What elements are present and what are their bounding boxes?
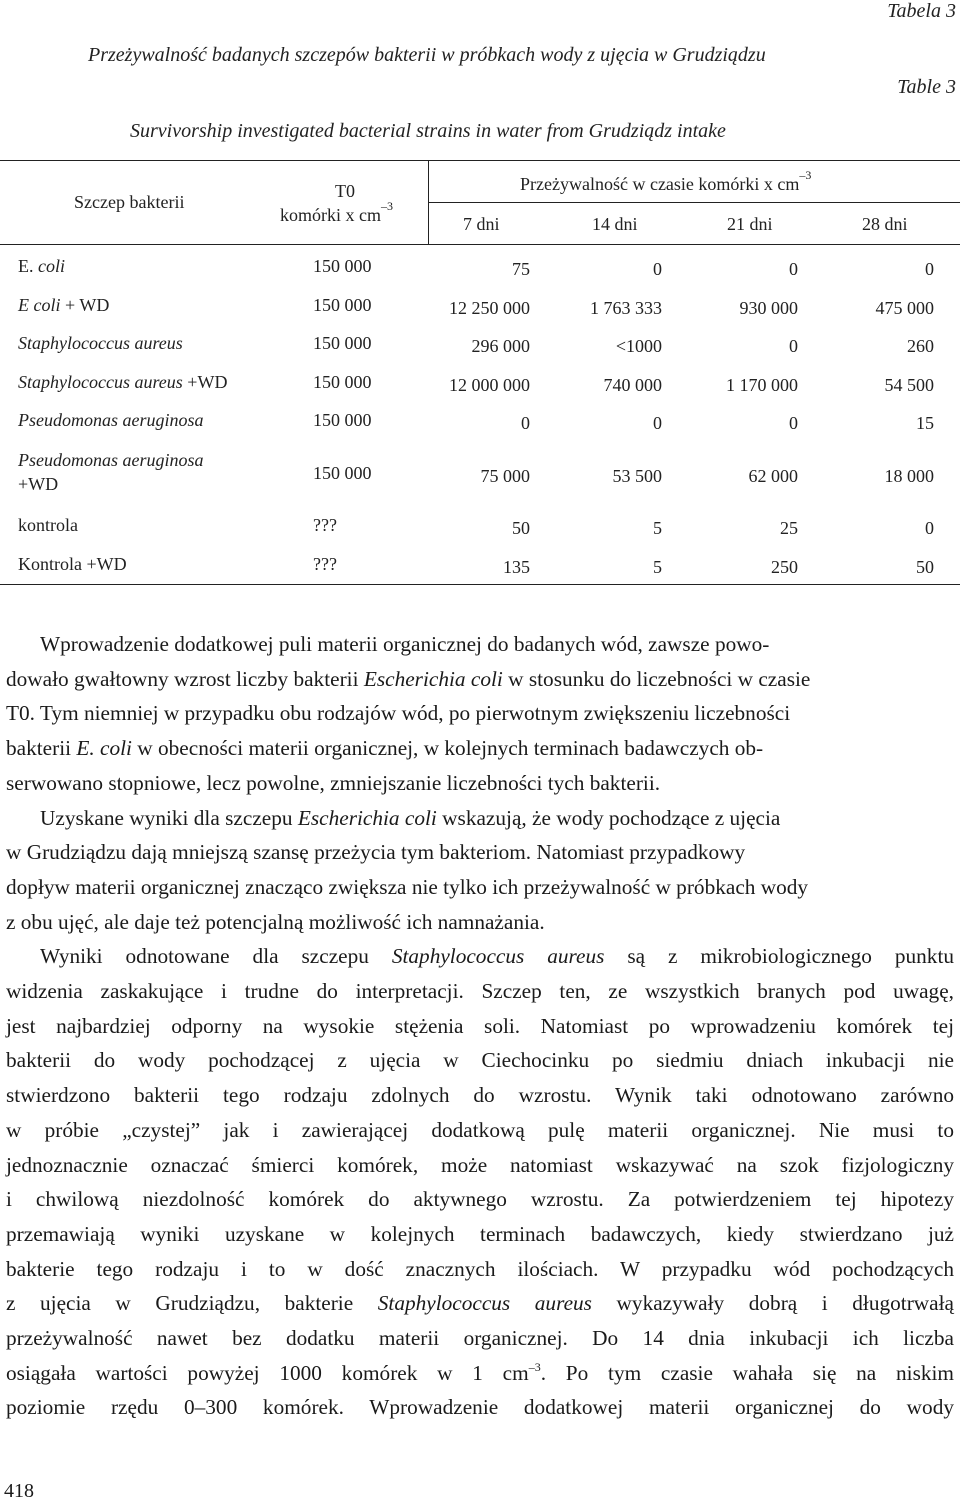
header-day-7: 7 dni xyxy=(463,214,500,234)
day7-value: 75 xyxy=(512,259,530,279)
header-day-28: 28 dni xyxy=(862,214,908,234)
strain-name: E coli + WD xyxy=(18,295,110,315)
day14-value: <1000 xyxy=(615,336,662,356)
table-title-pl: Przeżywalność badanych szczepów bakterii w próbkach wody z ujęcia w Grudziądzu xyxy=(88,44,766,66)
paragraph: Wyniki odnotowane dla szczepu Staphylococcus aureus są z mikrobiologicznego punktu widzenia zaskakujące i trudne do interpretacji. Szczep ten, ze wszystkich branych pod uwagę, jest najbardziej odporny na wysokie stężenia soli. Natomiast po wprowadzeniu komórek tej bakterii do wody pochodzącej z ujęcia w Ciechocinku po siedmiu dniach inkubacji nie stwierdzono bakterii tego rodzaju zdolnych do wzrostu. Wynik taki odnotowano zarówno w próbie „czystej” jak i zawierającej dodatkową pulę materii organicznej. Nie musi to jednoznacznie oznaczać śmierci komórek, może natomiast wskazywać na szok fizjologiczny i chwilową niezdolność komórek do aktywnego wzrostu. Za potwierdzeniem tej hipotezy przemawiają wyniki uzyskane w kolejnych terminach badawczych, kiedy stwierdzano już bakterie tego rodzaju i to w dość znacznych ilościach. W przypadku wód pochodzących z ujęcia w Grudziądzu, bakterie Staphylococcus aureus wykazywały dobrą i długotrwałą przeżywalność nawet bez dodatku materii organicznej. Do 14 dnia inkubacji ich liczba osiągała wartości powyżej 1000 komórek w 1 $cm^{-3}$. Po tym czasie wahała się na niskim poziomie rzędu 0–300 komórek. Wprowadzenie dodatkowej materii organicznej do wody xyxy=(6,944,955,1420)
strain-name: Pseudomonas aeruginosa xyxy=(18,450,204,470)
day28-value: 15 xyxy=(916,413,934,433)
t0-value: 150 000 xyxy=(313,372,372,392)
day7-value: 50 xyxy=(512,518,530,538)
header-day-14: 14 dni xyxy=(592,214,638,234)
day21-value: 930 000 xyxy=(739,298,798,318)
strain-name: Staphylococcus aureus +WD xyxy=(18,372,228,392)
t0-value: 150 000 xyxy=(313,295,372,315)
header-strain: Szczep bakterii xyxy=(74,192,185,212)
day28-value: 0 xyxy=(925,518,934,538)
day7-value: 0 xyxy=(521,413,530,433)
t0-value: 150 000 xyxy=(313,256,372,276)
day28-value: 50 xyxy=(916,557,934,577)
day14-value: 0 xyxy=(653,413,662,433)
t0-value: ??? xyxy=(313,515,337,535)
table-top-rule xyxy=(0,160,960,161)
header-day-21: 21 dni xyxy=(727,214,773,234)
table-title-en: Survivorship investigated bacterial strains in water from Grudziądz intake xyxy=(130,120,726,142)
day21-value: 250 xyxy=(771,557,798,577)
strain-name: kontrola xyxy=(18,515,78,535)
day21-value: 62 000 xyxy=(748,466,798,486)
day28-value: 0 xyxy=(925,259,934,279)
table-number-en: Table 3 xyxy=(897,76,956,98)
strain-name: E. coli xyxy=(18,256,65,276)
day7-value: 296 000 xyxy=(471,336,530,356)
day14-value: 5 xyxy=(653,518,662,538)
day14-value: 5 xyxy=(653,557,662,577)
strain-name: Kontrola +WD xyxy=(18,554,127,574)
strain-name: Staphylococcus aureus xyxy=(18,333,183,353)
day21-value: 0 xyxy=(789,336,798,356)
strain-name: Pseudomonas aeruginosa xyxy=(18,410,204,430)
day28-value: 475 000 xyxy=(875,298,934,318)
day21-value: 1 170 000 xyxy=(726,375,798,395)
table-bottom-rule xyxy=(0,584,960,585)
day7-value: 12 250 000 xyxy=(449,298,530,318)
table-number-pl: Tabela 3 xyxy=(887,0,956,22)
page-number: 418 xyxy=(4,1480,34,1502)
header-t0-unit: komórki x $cm^{-3}$ xyxy=(280,199,393,225)
t0-value: 150 000 xyxy=(313,333,372,353)
day7-value: 135 xyxy=(503,557,530,577)
header-t0: T0 xyxy=(335,181,355,201)
t0-value: 150 000 xyxy=(313,463,372,483)
day21-value: 0 xyxy=(789,259,798,279)
table-header-rule xyxy=(0,244,960,245)
day7-value: 75 000 xyxy=(480,466,530,486)
day28-value: 260 xyxy=(907,336,934,356)
day14-value: 1 763 333 xyxy=(590,298,662,318)
strain-name-suffix: +WD xyxy=(18,474,59,494)
day14-value: 0 xyxy=(653,259,662,279)
day14-value: 53 500 xyxy=(612,466,662,486)
t0-value: ??? xyxy=(313,554,337,574)
paragraph: Wprowadzenie dodatkowej puli materii organicznej do badanych wód, zawsze powo- dowało gwałtowny wzrost liczby bakterii Escherichia coli w stosunku do liczebności w czasie T0. Tym niemniej w przypadku obu rodzajów wód, po pierwotnym zwiększeniu liczebności bakterii E. coli w obecności materii organicznej, w kolejnych terminach badawczych ob- serwowano stopniowe, lecz powolne, zmniejszanie liczebności tych bakterii. xyxy=(6,632,811,795)
day14-value: 740 000 xyxy=(603,375,662,395)
paragraph: Uzyskane wyniki dla szczepu Escherichia coli wskazują, że wody pochodzące z ujęcia w Grudziądzu dają mniejszą szansę przeżycia tym bakteriom. Natomiast przypadkowy dopływ materii organicznej znacząco zwiększa nie tylko ich przeżywalność w próbkach wody z obu ujęć, ale daje też potencjalną możliwość ich namnażania. xyxy=(6,805,809,934)
day28-value: 18 000 xyxy=(884,466,934,486)
day21-value: 0 xyxy=(789,413,798,433)
body-text xyxy=(6,627,954,1425)
table-header-subrule xyxy=(429,202,960,203)
day7-value: 12 000 000 xyxy=(449,375,530,395)
header-survival: Przeżywalność w czasie komórki x $cm^{-3}$ xyxy=(520,168,812,194)
t0-value: 150 000 xyxy=(313,410,372,430)
day21-value: 25 xyxy=(780,518,798,538)
day28-value: 54 500 xyxy=(884,375,934,395)
